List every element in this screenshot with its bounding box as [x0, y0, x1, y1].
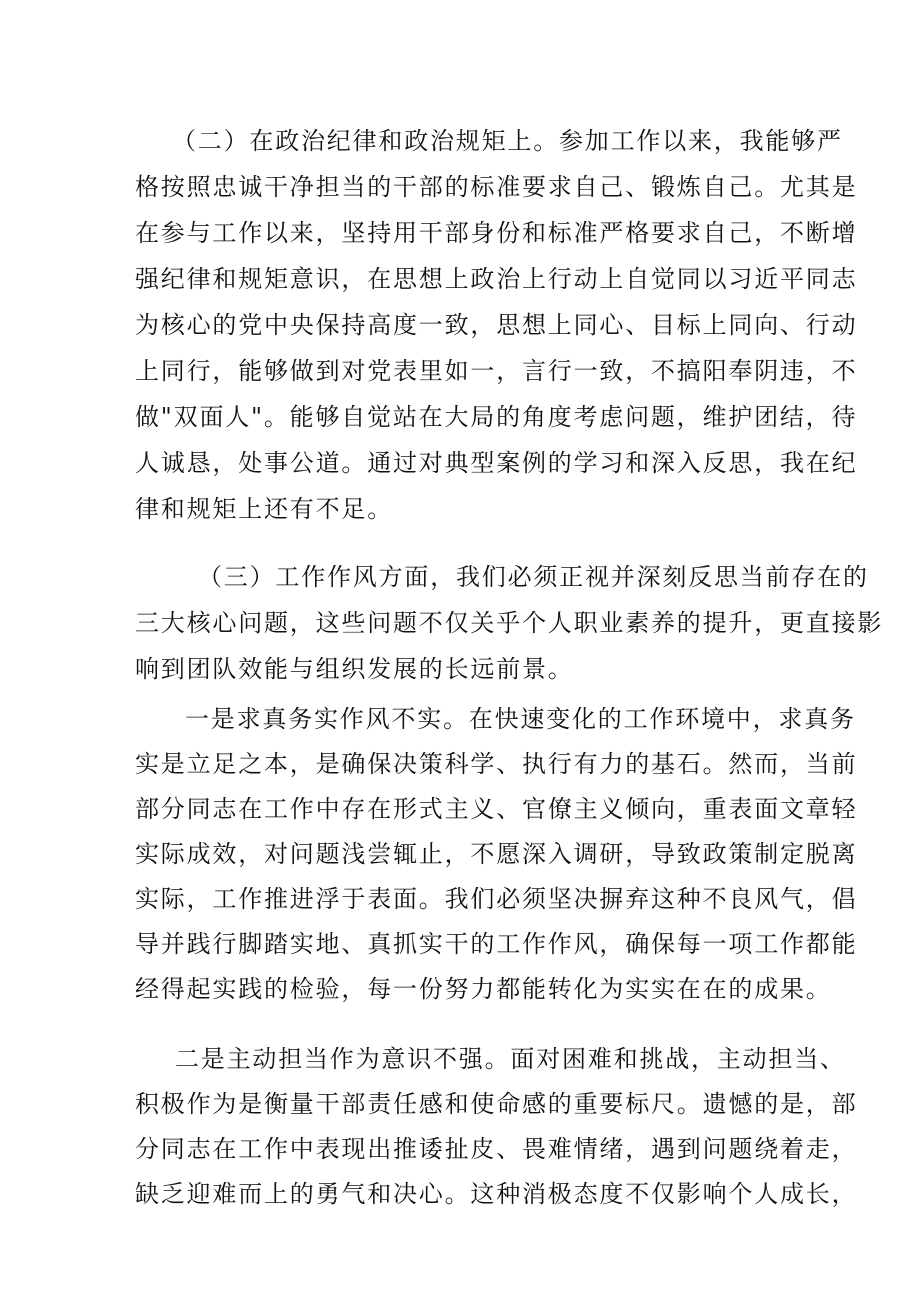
paragraph-political-discipline	[135, 118, 858, 532]
text-line: 做"双面人"。能够自觉站在大局的角度考虑问题，维护团结，待	[135, 403, 858, 431]
text-line: 响到团队效能与组织发展的长远前景。	[135, 655, 574, 683]
text-line: 部分同志在工作中存在形式主义、官僚主义倾向，重表面文章轻	[135, 795, 858, 823]
text-line: 人诚恳，处事公道。通过对典型案例的学习和深入反思，我在纪	[135, 449, 858, 477]
text-line: 在参与工作以来，坚持用干部身份和标准严格要求自己，不断增	[135, 219, 858, 247]
text-line: 二是主动担当作为意识不强。面对困难和挑战，主动担当、	[175, 1045, 846, 1073]
text-line: （二）在政治纪律和政治规矩上。参加工作以来，我能够严	[172, 127, 843, 155]
text-line: （三）工作作风方面，我们必须正视并深刻反思当前存在的	[198, 563, 869, 591]
paragraph-work-style	[135, 554, 884, 692]
text-line: 实是立足之本，是确保决策科学、执行有力的基石。然而，当前	[135, 750, 858, 778]
paragraph-initiative	[135, 1037, 858, 1217]
text-line: 上同行，能够做到对党表里如一，言行一致，不搞阳奉阴违，不	[135, 357, 858, 385]
text-line: 强纪律和规矩意识，在思想上政治上行动上自觉同以习近平同志	[135, 265, 858, 293]
text-line: 分同志在工作中表现出推诿扯皮、畏难情绪，遇到问题绕着走，	[135, 1135, 858, 1163]
text-line: 导并践行脚踏实地、真抓实干的工作作风，确保每一项工作都能	[135, 930, 858, 958]
text-line: 一是求真务实作风不实。在快速变化的工作环境中，求真务	[185, 705, 856, 733]
text-line: 缺乏迎难而上的勇气和决心。这种消极态度不仅影响个人成长，	[135, 1180, 858, 1208]
text-line: 积极作为是衡量干部责任感和使命感的重要标尺。遗憾的是，部	[135, 1090, 858, 1118]
text-line: 经得起实践的检验，每一份努力都能转化为实实在在的成果。	[135, 975, 832, 1003]
text-line: 为核心的党中央保持高度一致，思想上同心、目标上同向、行动	[135, 311, 858, 339]
text-line: 实际成效，对问题浅尝辄止，不愿深入调研，导致政策制定脱离	[135, 840, 858, 868]
text-line: 实际，工作推进浮于表面。我们必须坚决摒弃这种不良风气，倡	[135, 885, 858, 913]
text-line: 律和规矩上还有不足。	[135, 495, 393, 523]
text-line: 三大核心问题，这些问题不仅关乎个人职业素养的提升，更直接影	[135, 609, 884, 637]
text-line: 格按照忠诚干净担当的干部的标准要求自己、锻炼自己。尤其是	[135, 173, 858, 201]
paragraph-truth-seeking	[135, 697, 858, 1012]
